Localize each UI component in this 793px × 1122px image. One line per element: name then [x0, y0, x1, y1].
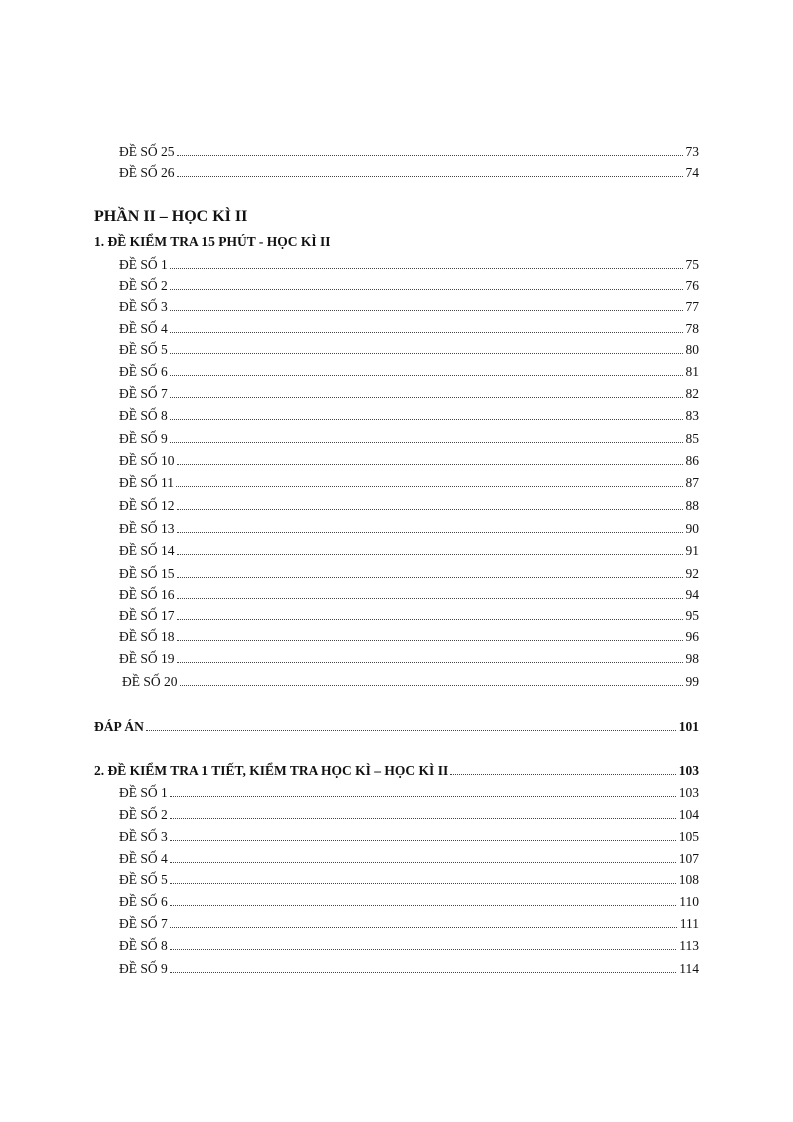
toc-entry-page: 98 — [685, 651, 699, 666]
toc-leader-dots — [170, 796, 676, 797]
toc-entry-label: ĐỀ SỐ 3 — [119, 299, 168, 314]
toc-entry-label: ĐỀ SỐ 7 — [119, 386, 168, 401]
toc-entry[interactable] — [0, 650, 793, 670]
toc-leader-dots — [177, 176, 683, 177]
toc-entry[interactable] — [0, 565, 793, 585]
toc-leader-dots — [177, 464, 683, 465]
toc-entry-label: ĐỀ SỐ 14 — [119, 543, 175, 558]
toc-entry[interactable] — [0, 850, 793, 870]
toc-entry-label: ĐỀ SỐ 6 — [119, 894, 168, 909]
toc-entry-label: ĐỀ SỐ 9 — [119, 961, 168, 976]
toc-entry-page: 91 — [685, 543, 699, 558]
toc-entry-label: ĐỀ SỐ 4 — [119, 321, 168, 336]
toc-entry-label: ĐỀ SỐ 2 — [119, 278, 168, 293]
toc-entry-page: 76 — [685, 278, 699, 293]
toc-entry-page: 105 — [678, 829, 699, 844]
toc-leader-dots — [180, 685, 683, 686]
toc-leader-dots — [170, 442, 683, 443]
toc-entry-page: 96 — [685, 629, 699, 644]
toc-entry[interactable] — [0, 298, 793, 318]
toc-entry[interactable] — [0, 385, 793, 405]
toc-entry-page: 103 — [678, 763, 699, 778]
toc-entry-page: 82 — [685, 386, 699, 401]
toc-entry-page: 103 — [678, 785, 699, 800]
toc-entry-page: 111 — [679, 916, 699, 931]
toc-entry-label: ĐỀ SỐ 3 — [119, 829, 168, 844]
toc-entry[interactable] — [0, 256, 793, 276]
toc-entry-page: 77 — [685, 299, 699, 314]
toc-entry-label: ĐỀ SỐ 1 — [119, 785, 168, 800]
toc-entry-label: ĐỀ SỐ 8 — [119, 408, 168, 423]
toc-leader-dots — [170, 949, 676, 950]
toc-entry-page: 75 — [685, 257, 699, 272]
toc-entry-page: 108 — [678, 872, 699, 887]
toc-entry[interactable] — [0, 871, 793, 891]
toc-entry-answers[interactable] — [0, 718, 793, 738]
toc-entry-page: 73 — [685, 144, 699, 159]
toc-entry[interactable] — [0, 673, 793, 693]
toc-entry-page: 114 — [679, 961, 699, 976]
toc-entry[interactable] — [0, 806, 793, 826]
toc-leader-dots — [177, 532, 683, 533]
toc-leader-dots — [170, 972, 676, 973]
toc-leader-dots — [170, 862, 676, 863]
toc-entry-label: ĐỀ SỐ 18 — [119, 629, 175, 644]
toc-leader-dots — [177, 662, 683, 663]
toc-entry-page: 101 — [678, 719, 699, 734]
toc-entry-label: ĐỀ SỐ 17 — [119, 608, 175, 623]
toc-entry-label: ĐỀ SỐ 10 — [119, 453, 175, 468]
toc-entry-page: 113 — [679, 938, 699, 953]
toc-leader-dots — [177, 577, 683, 578]
toc-leader-dots — [176, 486, 683, 487]
toc-entry-page: 86 — [685, 453, 699, 468]
toc-leader-dots — [170, 927, 677, 928]
section-heading[interactable]: 1. ĐỀ KIỂM TRA 15 PHÚT - HỌC KÌ II — [94, 234, 331, 249]
toc-entry-label: ĐỀ SỐ 6 — [119, 364, 168, 379]
toc-leader-dots — [177, 598, 683, 599]
toc-leader-dots — [170, 353, 683, 354]
toc-entry-label: ĐỀ SỐ 4 — [119, 851, 168, 866]
toc-entry-label: ĐỀ SỐ 12 — [119, 498, 175, 513]
toc-leader-dots — [170, 332, 683, 333]
toc-entry[interactable] — [0, 474, 793, 494]
toc-leader-dots — [146, 730, 676, 731]
toc-entry-page: 74 — [685, 165, 699, 180]
toc-entry-label: ĐỀ SỐ 7 — [119, 916, 168, 931]
toc-entry[interactable] — [0, 277, 793, 297]
toc-entry[interactable] — [0, 497, 793, 517]
toc-leader-dots — [177, 640, 683, 641]
toc-entry-label: ĐỀ SỐ 2 — [119, 807, 168, 822]
toc-entry[interactable] — [0, 164, 793, 184]
toc-leader-dots — [170, 883, 676, 884]
toc-entry-page: 80 — [685, 342, 699, 357]
part-heading[interactable]: PHẦN II – HỌC KÌ II — [94, 208, 248, 225]
toc-entry[interactable] — [0, 607, 793, 627]
toc-entry-label: ĐỀ SỐ 5 — [119, 872, 168, 887]
toc-entry[interactable] — [0, 341, 793, 361]
toc-entry-label: 2. ĐỀ KIỂM TRA 1 TIẾT, KIỂM TRA HỌC KÌ – HỌC KÌ II — [94, 763, 449, 778]
toc-entry-page: 90 — [685, 521, 699, 536]
toc-entry-page: 83 — [685, 408, 699, 423]
toc-entry[interactable] — [0, 960, 793, 980]
toc-leader-dots — [170, 818, 676, 819]
toc-leader-dots — [177, 554, 683, 555]
toc-entry-page: 95 — [685, 608, 699, 623]
toc-leader-dots — [170, 905, 676, 906]
toc-entry-page: 85 — [685, 431, 699, 446]
toc-entry-label: ĐỀ SỐ 15 — [119, 566, 175, 581]
toc-entry[interactable] — [0, 586, 793, 606]
toc-entry[interactable] — [0, 937, 793, 957]
toc-leader-dots — [170, 419, 683, 420]
toc-entry[interactable] — [0, 430, 793, 450]
toc-entry-label: ĐỀ SỐ 11 — [119, 475, 175, 490]
toc-entry-label: ĐỀ SỐ 8 — [119, 938, 168, 953]
toc-entry-label: ĐÁP ÁN — [94, 719, 144, 734]
toc-entry-page: 104 — [678, 807, 699, 822]
toc-leader-dots — [170, 375, 683, 376]
toc-leader-dots — [177, 619, 683, 620]
toc-entry[interactable] — [0, 320, 793, 340]
toc-leader-dots — [170, 310, 683, 311]
toc-entry-label: ĐỀ SỐ 26 — [119, 165, 175, 180]
toc-entry-label: ĐỀ SỐ 1 — [119, 257, 168, 272]
toc-entry-page: 94 — [685, 587, 699, 602]
toc-entry-page: 99 — [685, 674, 699, 689]
toc-entry-section[interactable] — [0, 762, 793, 782]
toc-leader-dots — [170, 268, 683, 269]
toc-entry[interactable] — [0, 542, 793, 562]
toc-entry-label: ĐỀ SỐ 25 — [119, 144, 175, 159]
toc-entry[interactable] — [0, 407, 793, 427]
toc-entry-label: ĐỀ SỐ 5 — [119, 342, 168, 357]
toc-entry[interactable] — [0, 452, 793, 472]
toc-entry[interactable] — [0, 363, 793, 383]
toc-entry[interactable] — [0, 520, 793, 540]
toc-entry-page: 81 — [685, 364, 699, 379]
toc-entry[interactable] — [0, 628, 793, 648]
toc-entry-page: 87 — [685, 475, 699, 490]
toc-entry[interactable] — [0, 784, 793, 804]
toc-entry-label: ĐỀ SỐ 20 — [122, 674, 178, 689]
toc-leader-dots — [170, 289, 683, 290]
toc-entry-label: ĐỀ SỐ 19 — [119, 651, 175, 666]
toc-entry-page: 107 — [678, 851, 699, 866]
toc-leader-dots — [177, 509, 683, 510]
toc-entry-label: ĐỀ SỐ 16 — [119, 587, 175, 602]
toc-leader-dots — [450, 774, 676, 775]
toc-entry[interactable] — [0, 893, 793, 913]
toc-entry[interactable] — [0, 915, 793, 935]
toc-entry-label: ĐỀ SỐ 13 — [119, 521, 175, 536]
toc-entry-label: ĐỀ SỐ 9 — [119, 431, 168, 446]
toc-leader-dots — [170, 840, 676, 841]
toc-entry-page: 92 — [685, 566, 699, 581]
toc-entry[interactable] — [0, 828, 793, 848]
toc-entry-page: 78 — [685, 321, 699, 336]
toc-entry-page: 110 — [679, 894, 699, 909]
toc-leader-dots — [177, 155, 683, 156]
toc-leader-dots — [170, 397, 683, 398]
toc-entry[interactable] — [0, 143, 793, 163]
toc-entry-page: 88 — [685, 498, 699, 513]
